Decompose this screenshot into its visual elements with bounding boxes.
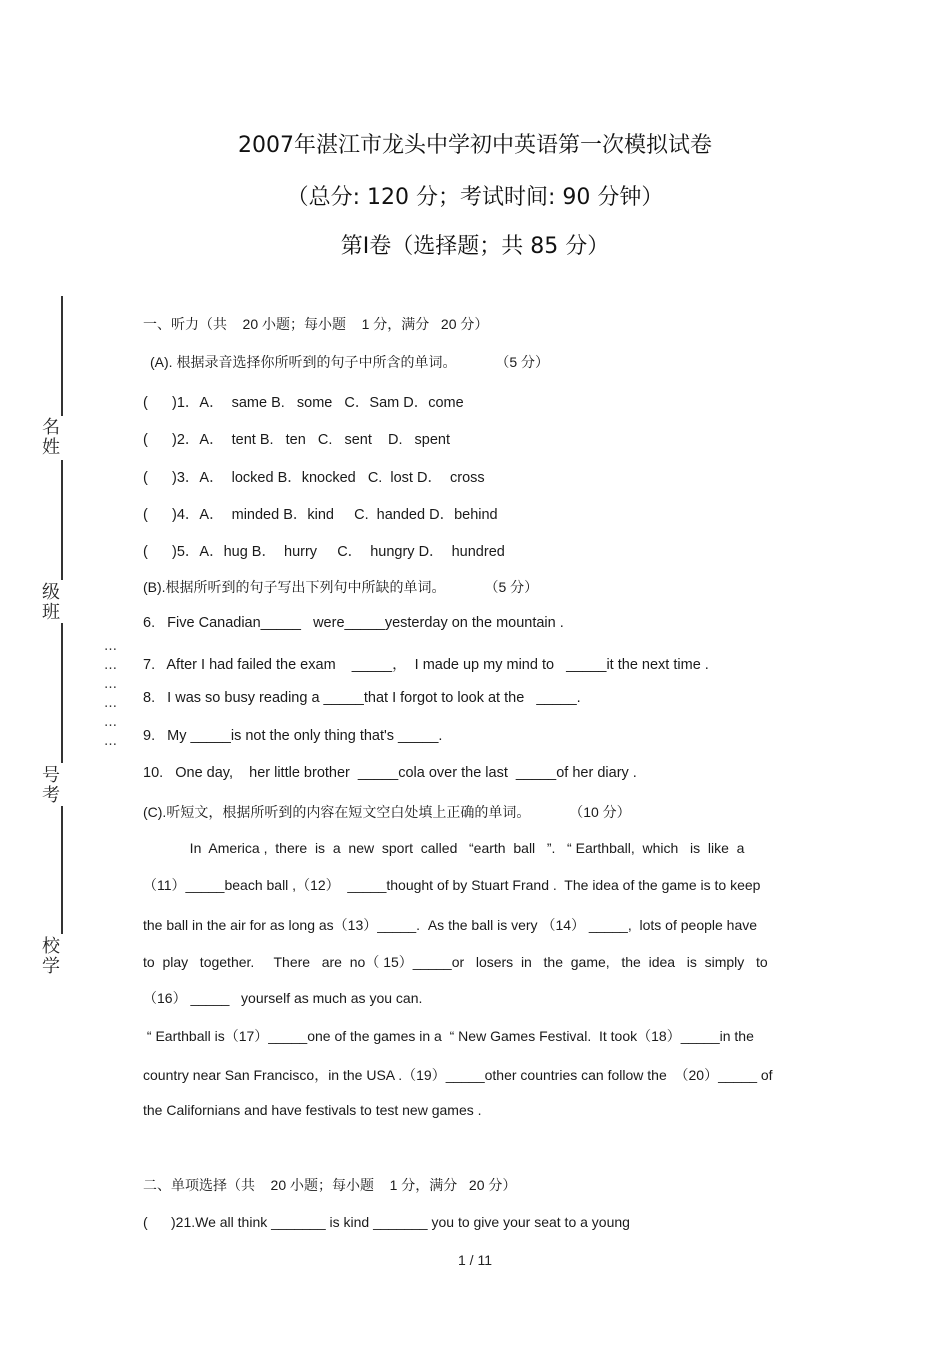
section2-heading: 二、单项选择（共 20 小题；每小题 1 分，满分 20 分） bbox=[143, 1177, 517, 1193]
section1-heading: 一、听力（共 20 小题；每小题 1 分，满分 20 分） bbox=[143, 316, 489, 332]
partA-heading: (A). 根据录音选择你所听到的句子中所含的单词。 （5 分） bbox=[150, 354, 550, 370]
partB-heading: (B).根据所听到的句子写出下列句中所缺的单词。 （5 分） bbox=[143, 579, 539, 595]
question-item: ( )3．A． locked B．knocked C. lost D． cross bbox=[143, 470, 485, 486]
exam-number-label: 号 考 bbox=[42, 765, 60, 806]
volume-heading: 第Ⅰ卷（选择题；共 85 分） bbox=[340, 234, 610, 259]
passage-line: the ball in the air for as long as（13）_____. As the ball is very （14） _____, lots of people have bbox=[143, 917, 758, 933]
exam-subtitle: （总分: 120 分；考试时间: 90 分钟） bbox=[286, 185, 664, 210]
passage-line: （16） _____ yourself as much as you can. bbox=[143, 990, 423, 1006]
passage-line: “ Earthball is（17）_____one of the games in a “ New Games Festival. It took（18）_____in the bbox=[143, 1028, 754, 1044]
question-item: ( )1．A． same B. some C．Sam D．come bbox=[143, 395, 464, 411]
question-item: 7. After I had failed the exam _____， I made up my mind to _____it the next time . bbox=[143, 657, 709, 673]
school-label: 校 学 bbox=[42, 936, 60, 977]
margin-line bbox=[61, 460, 63, 580]
question-item: 8. I was so busy reading a _____that I forgot to look at the _____. bbox=[143, 690, 581, 706]
question-item: ( )2．A． tent B. ten C. sent D. spent bbox=[143, 432, 451, 448]
margin-line bbox=[61, 806, 63, 934]
question-item: 10. One day, her little brother _____cola over the last _____of her diary . bbox=[143, 765, 637, 781]
passage-line: （11）_____beach ball ,（12） _____thought of by Stuart Frand . The idea of the game is to keep bbox=[143, 877, 761, 893]
question-item: 6. Five Canadian_____ were_____yesterday on the mountain . bbox=[143, 615, 564, 631]
question-item: ( )4．A． minded B．kind C. handed D．behind bbox=[143, 507, 498, 523]
question-item: ( )5．A．hug B． hurry C． hungry D． hundred bbox=[143, 544, 505, 560]
page-number: 1 / 11 bbox=[458, 1252, 492, 1268]
margin-dots: … … … … … … bbox=[104, 639, 117, 749]
exam-title: 2007年湛江市龙头中学初中英语第一次模拟试卷 bbox=[238, 133, 712, 158]
margin-line bbox=[61, 623, 63, 763]
question-item: ( )21.We all think _______ is kind _______ you to give your seat to a young bbox=[143, 1214, 630, 1230]
passage-line: country near San Francisco，in the USA .（19）_____other countries can follow the （20）_____ of bbox=[143, 1067, 773, 1083]
partC-heading: (C).听短文，根据所听到的内容在短文空白处填上正确的单词。 （10 分） bbox=[143, 804, 631, 820]
passage-line: the Californians and have festivals to test new games . bbox=[143, 1102, 482, 1118]
margin-line bbox=[61, 296, 63, 416]
passage-line: to play together. There are no（ 15）_____or losers in the game, the idea is simply to bbox=[143, 954, 768, 970]
passage-line: In America , there is a new sport called “earth ball ”. “ Earthball, which is like a bbox=[143, 840, 745, 856]
class-label: 级 班 bbox=[42, 582, 60, 623]
name-label: 名 姓 bbox=[42, 417, 60, 458]
question-item: 9. My _____is not the only thing that's _____. bbox=[143, 728, 443, 744]
